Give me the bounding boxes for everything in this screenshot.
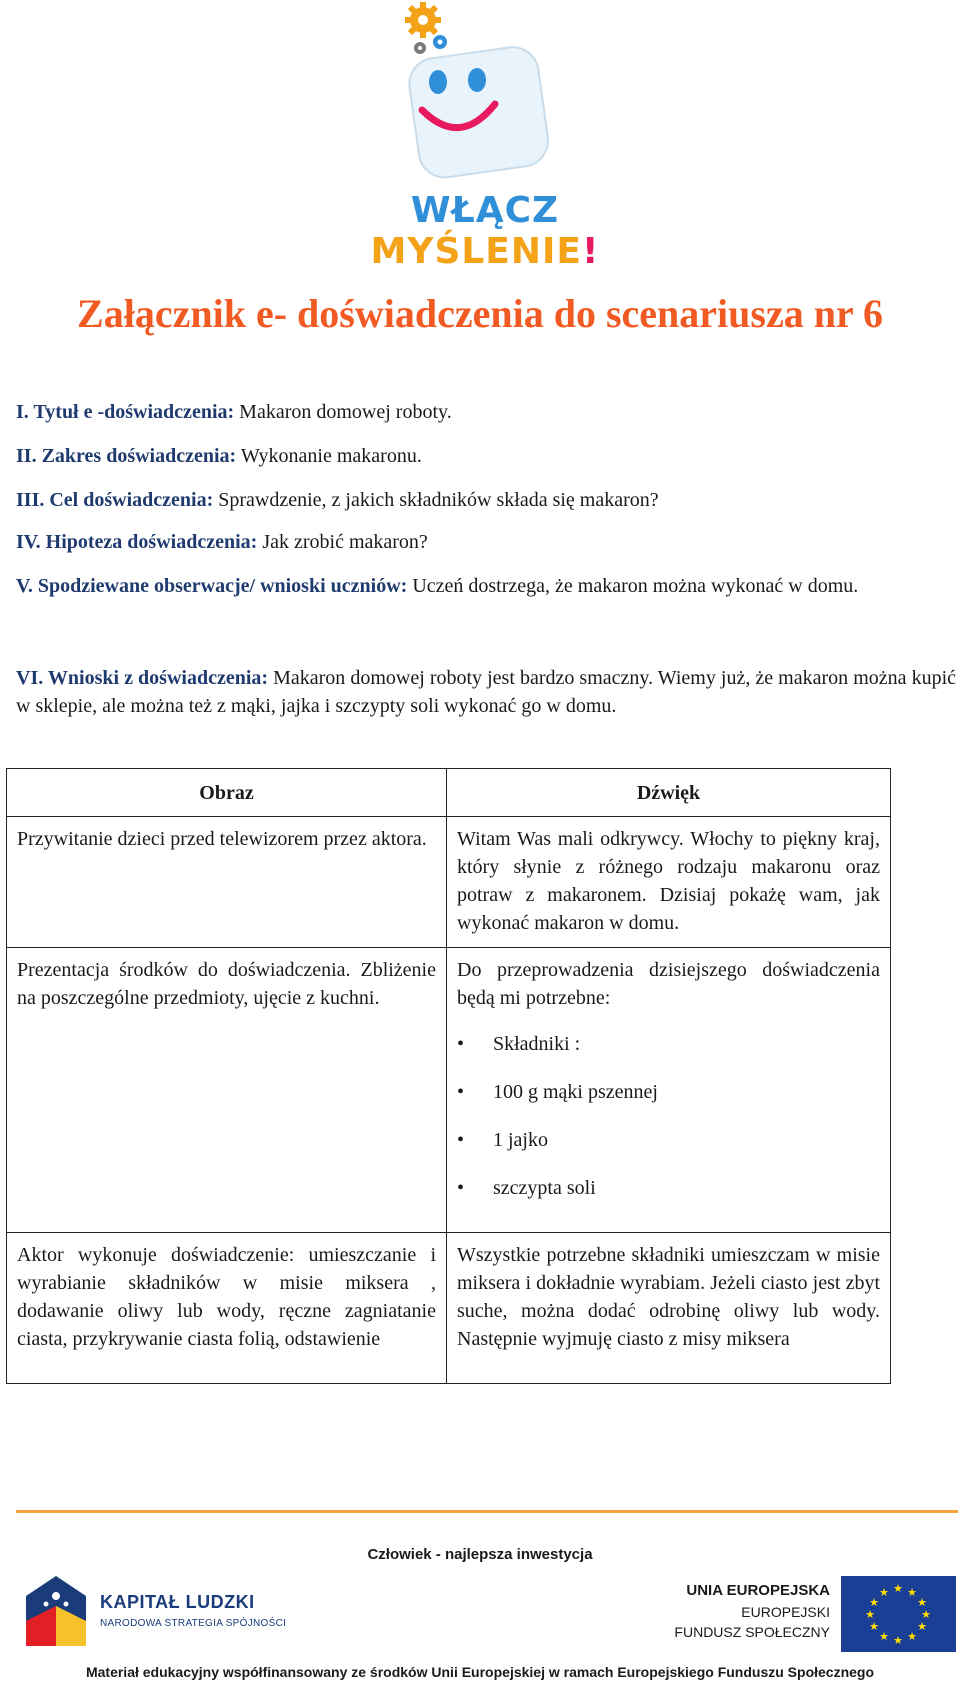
eu-logo (660, 1576, 960, 1656)
list-item: • szczypta soli (457, 1174, 880, 1202)
section-label: I. Tytuł e -doświadczenia: (16, 401, 235, 423)
cell-image (7, 1233, 447, 1384)
section-label: II. Zakres doświadczenia: (16, 445, 237, 467)
logo-word-part3: ! (582, 231, 600, 272)
table-row (7, 1233, 891, 1384)
document-title: Załącznik e- doświadczenia do scenariusza nr 6 (77, 291, 883, 336)
section-label: VI. Wnioski z doświadczenia: (16, 667, 269, 689)
list-item: • Składniki : (457, 1030, 880, 1058)
smiling-face-with-gears-icon (320, 0, 650, 190)
eu-line1: UNIA EUROPEJSKA (686, 1582, 830, 1599)
section-scope (16, 442, 956, 470)
kapital-ludzki-title: KAPITAŁ LUDZKI (100, 1592, 255, 1612)
logo-word-part1: WŁĄCZ (410, 190, 560, 231)
section-text: Uczeń dostrzega, że makaron można wykonać w domu. (412, 575, 859, 597)
svg-text:★: ★ (865, 1608, 875, 1621)
section-label: V. Spodziewane obserwacje/ wnioski uczniów: (16, 575, 408, 597)
eu-flag-icon (841, 1576, 956, 1652)
cell-sound (447, 948, 891, 1233)
list-item: • 1 jajko (457, 1126, 880, 1154)
logo-word-part2: MYŚLENIE (370, 231, 583, 272)
svg-text:★: ★ (917, 1620, 927, 1633)
ingredients-list (457, 1030, 880, 1202)
svg-text:★: ★ (879, 1586, 889, 1599)
section-text: Wykonanie makaronu. (240, 445, 422, 467)
cell-sound: Witam Was mali odkrywcy. Włochy to piękny kraj, który słynie z różnego rodzaju makaronu oraz potraw z makaronem. Dzisiaj pokażę wam, jak wykonać makaron w domu. (447, 817, 891, 948)
svg-text:★: ★ (907, 1586, 917, 1599)
svg-text:★: ★ (893, 1634, 903, 1647)
section-text: Jak zrobić makaron? (262, 531, 428, 553)
footer-slogan: Człowiek - najlepsza inwestycja (367, 1546, 593, 1563)
eu-line3: FUNDUSZ SPOŁECZNY (674, 1624, 830, 1640)
svg-text:★: ★ (879, 1630, 889, 1643)
section-expected-observations (16, 572, 956, 600)
svg-text:★: ★ (869, 1620, 879, 1633)
logo-wordmark (320, 190, 650, 272)
list-item: • 100 g mąki pszennej (457, 1078, 880, 1106)
svg-text:★: ★ (869, 1596, 879, 1609)
svg-text:★: ★ (893, 1582, 903, 1595)
cell-sound-text: Do przeprowadzenia dzisiejszego doświadczenia będą mi potrzebne: (457, 959, 880, 1009)
kapital-ludzki-logo (16, 1566, 316, 1656)
cell-image: Przywitanie dzieci przed telewizorem przez aktora. (7, 817, 447, 948)
svg-text:★: ★ (921, 1608, 931, 1621)
footer-divider (16, 1510, 958, 1513)
section-conclusions (16, 664, 956, 720)
section-text: Sprawdzenie, z jakich składników składa się makaron? (218, 489, 659, 511)
table-header-row (7, 769, 891, 817)
section-text: Makaron domowej roboty jest bardzo smaczny. Wiemy już, że makaron można kupić w sklepie, ale można też z mąki, jajka i szczypty soli wykonać go w domu. (16, 667, 956, 717)
table-row (7, 817, 891, 948)
kapital-ludzki-emblem-icon (16, 1566, 96, 1656)
header-image: Obraz (7, 769, 447, 817)
table-row (7, 948, 891, 1233)
scenario-table (6, 768, 891, 1384)
section-label: IV. Hipoteza doświadczenia: (16, 531, 258, 553)
svg-text:★: ★ (917, 1596, 927, 1609)
section-hypothesis (16, 528, 956, 556)
cell-sound (447, 1233, 891, 1384)
wlacz-myslenie-logo (320, 0, 650, 272)
cell-sound-text: Wszystkie potrzebne składniki umieszczam w misie miksera i dokładnie wyrabiam. Jeżeli ciasto jest zbyt suche, można dodać odrobinę oliwy lub wody. Następnie wyjmuję ciasto z misy miksera (457, 1244, 880, 1350)
svg-text:★: ★ (907, 1630, 917, 1643)
section-label: III. Cel doświadczenia: (16, 489, 214, 511)
section-title (16, 398, 956, 426)
eu-line2: EUROPEJSKI (741, 1604, 830, 1620)
cell-image-text: Aktor wykonuje doświadczenie: umieszczanie i wyrabianie składników w misie miksera , dodawanie oliwy lub wody, ręczne zagniatanie ciasta, przykrywanie ciasta folią, odstawienie (17, 1244, 436, 1350)
footer-cofinancing-note: Materiał edukacyjny współfinansowany ze środków Unii Europejskiej w ramach Europejskiego Funduszu Społecznego (85, 1664, 875, 1680)
section-text: Makaron domowej roboty. (239, 401, 452, 423)
cell-image: Prezentacja środków do doświadczenia. Zbliżenie na poszczególne przedmioty, ujęcie z kuchni. (7, 948, 447, 1233)
header-sound: Dźwięk (447, 769, 891, 817)
section-goal (16, 486, 956, 514)
kapital-ludzki-subtitle: NARODOWA STRATEGIA SPÓJNOŚCI (100, 1618, 287, 1629)
